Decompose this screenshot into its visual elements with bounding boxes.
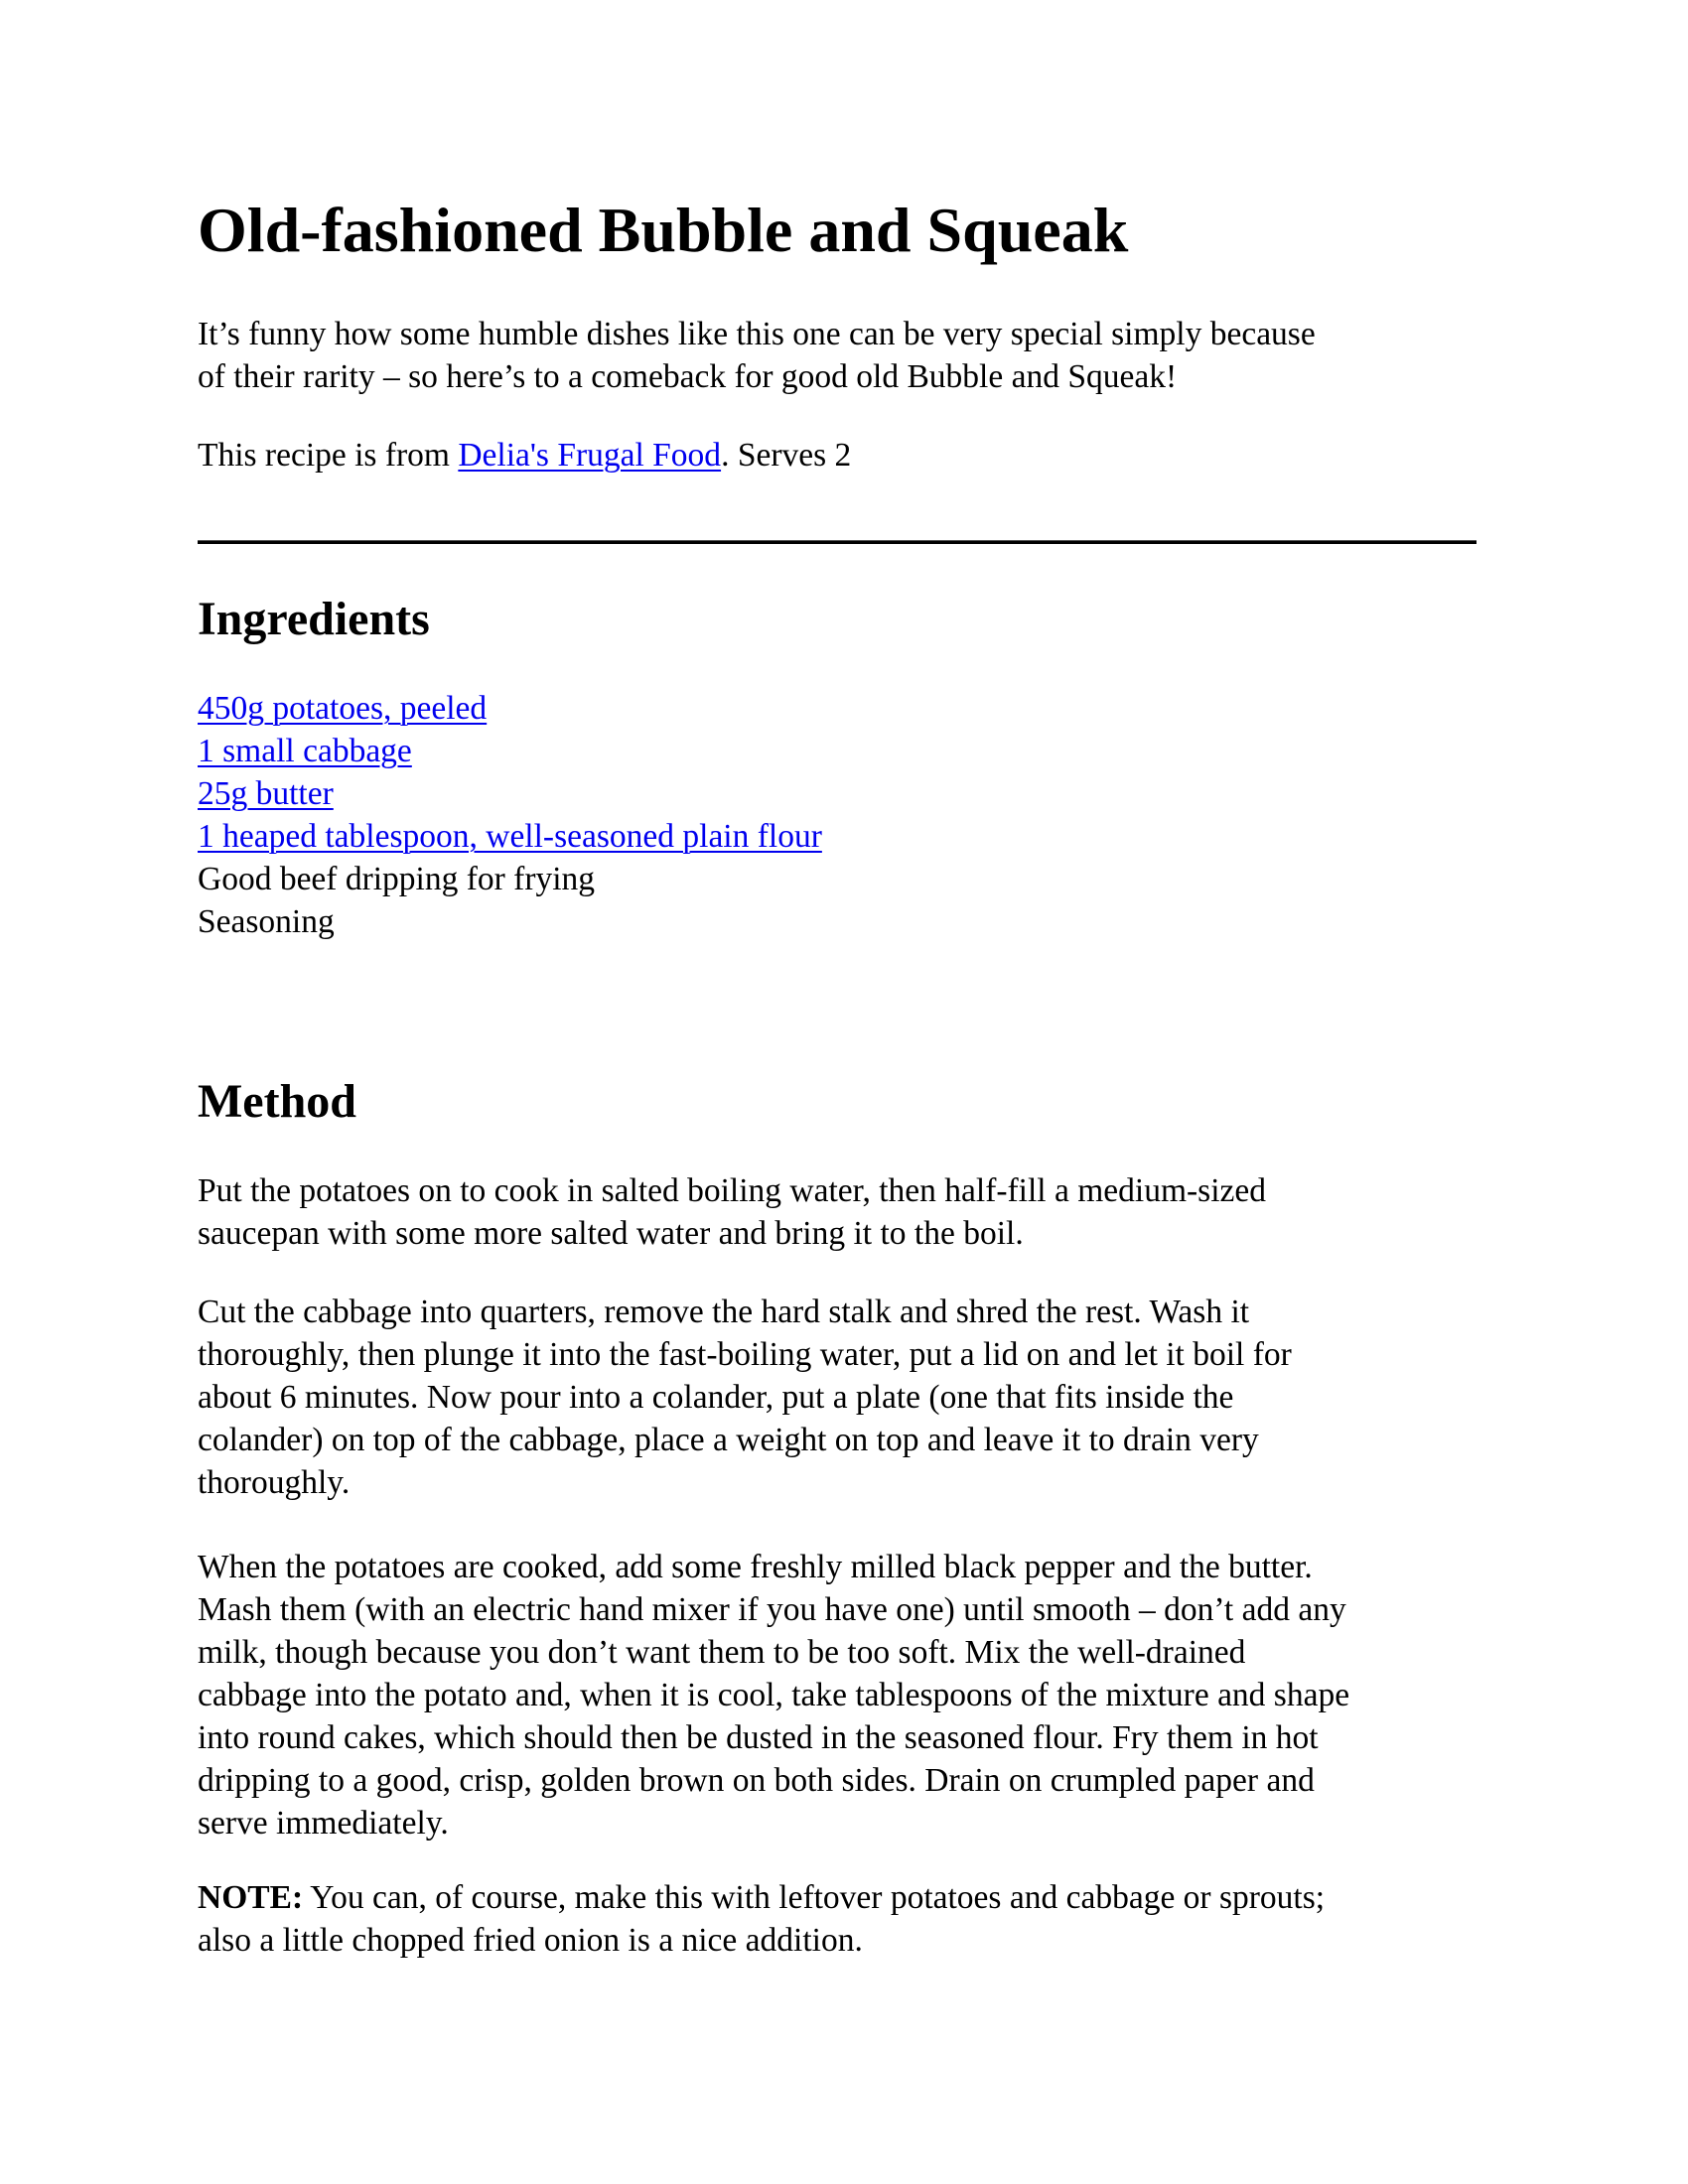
ingredient-link[interactable]: 25g butter xyxy=(198,775,334,812)
source-prefix: This recipe is from xyxy=(198,437,459,474)
method-step-1 xyxy=(198,1169,1266,1255)
ingredients-list xyxy=(198,687,822,943)
method-line: When the potatoes are cooked, add some freshly milled black pepper and the butter. xyxy=(198,1549,1313,1585)
method-line: colander) on top of the cabbage, place a weight on top and leave it to drain very xyxy=(198,1422,1259,1458)
ingredient-item: Seasoning xyxy=(198,903,335,940)
method-step-3 xyxy=(198,1546,1349,1844)
note-text: also a little chopped fried onion is a nice addition. xyxy=(198,1922,863,1959)
ingredient-item xyxy=(198,772,822,815)
ingredient-item: Good beef dripping for frying xyxy=(198,861,596,897)
method-step-2 xyxy=(198,1291,1292,1504)
method-line: about 6 minutes. Now pour into a colander, put a plate (one that fits inside the xyxy=(198,1379,1234,1416)
method-line: into round cakes, which should then be dusted in the seasoned flour. Fry them in hot xyxy=(198,1719,1319,1756)
ingredient-item xyxy=(198,730,822,772)
method-heading: Method xyxy=(198,1075,356,1128)
intro-paragraph xyxy=(198,313,1316,398)
method-line: Cut the cabbage into quarters, remove the hard stalk and shred the rest. Wash it xyxy=(198,1294,1250,1330)
ingredient-link[interactable]: 450g potatoes, peeled xyxy=(198,690,488,727)
note-label: NOTE: xyxy=(198,1879,304,1916)
intro-line: of their rarity – so here’s to a comeback for good old Bubble and Squeak! xyxy=(198,358,1178,395)
method-line: milk, though because you don’t want them to be too soft. Mix the well-drained xyxy=(198,1634,1246,1671)
intro-line: It’s funny how some humble dishes like this one can be very special simply because xyxy=(198,316,1316,352)
ingredients-heading: Ingredients xyxy=(198,593,430,645)
ingredient-link[interactable]: 1 heaped tablespoon, well-seasoned plain flour xyxy=(198,818,822,855)
method-line: saucepan with some more salted water and bring it to the boil. xyxy=(198,1215,1024,1252)
method-line: serve immediately. xyxy=(198,1805,449,1842)
ingredient-link[interactable]: 1 small cabbage xyxy=(198,733,412,769)
method-line: dripping to a good, crisp, golden brown on both sides. Drain on crumpled paper and xyxy=(198,1762,1315,1799)
method-line: thoroughly, then plunge it into the fast-boiling water, put a lid on and let it boil for xyxy=(198,1336,1292,1373)
page-title: Old-fashioned Bubble and Squeak xyxy=(198,195,1129,265)
note-text: You can, of course, make this with leftover potatoes and cabbage or sprouts; xyxy=(303,1879,1326,1916)
horizontal-rule xyxy=(198,540,1477,544)
source-book-link[interactable]: Delia's Frugal Food xyxy=(458,437,722,474)
source-line xyxy=(198,434,851,477)
method-line: Mash them (with an electric hand mixer if you have one) until smooth – don’t add any xyxy=(198,1591,1346,1628)
note-paragraph xyxy=(198,1876,1325,1962)
method-line: cabbage into the potato and, when it is cool, take tablespoons of the mixture and shape xyxy=(198,1677,1350,1713)
ingredient-item xyxy=(198,815,822,858)
serves-text: . Serves 2 xyxy=(721,437,852,474)
method-line: thoroughly. xyxy=(198,1464,351,1501)
ingredient-item xyxy=(198,687,822,730)
method-line: Put the potatoes on to cook in salted boiling water, then half-fill a medium-sized xyxy=(198,1172,1266,1209)
